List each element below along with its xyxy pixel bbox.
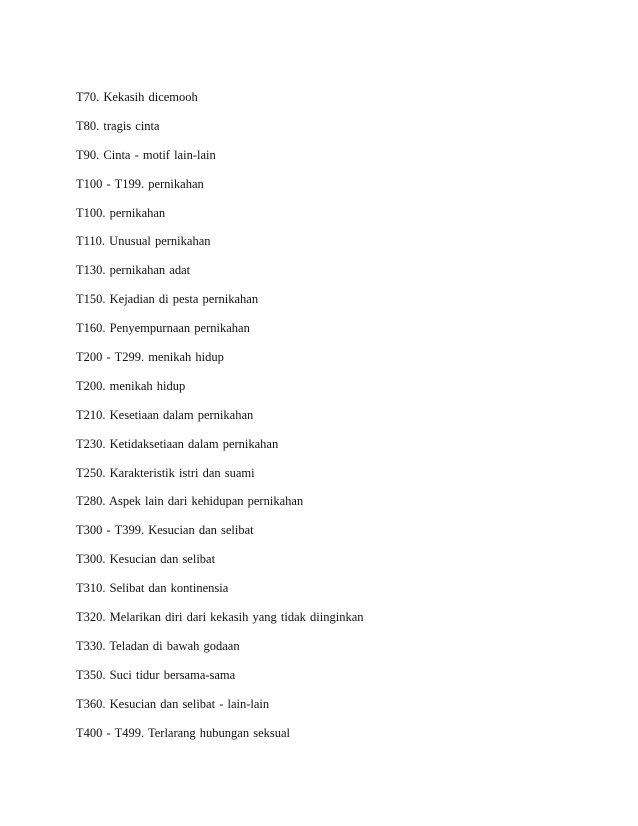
list-item: T300. Kesucian dan selibat (76, 552, 216, 567)
list-item: T80. tragis cinta (76, 118, 160, 133)
list-item: T70. Kekasih dicemooh (76, 90, 198, 104)
list-item: T200. menikah hidup (76, 378, 186, 393)
list-item: T400 - T499. Terlarang hubungan seksual (76, 725, 291, 740)
list-item: T310. Selibat dan kontinensia (76, 581, 229, 596)
list-item: T130. pernikahan adat (76, 263, 191, 278)
list-item: T280. Aspek lain dari kehidupan pernikahan (76, 494, 304, 509)
motif-index-list (76, 88, 364, 752)
list-item: T320. Melarikan diri dari kekasih yang tidak diinginkan (76, 610, 364, 625)
list-item: T300 - T399. Kesucian dan selibat (76, 523, 254, 538)
list-item: T100. pernikahan (76, 205, 166, 220)
list-item: T200 - T299. menikah hidup (76, 350, 224, 365)
list-item: T360. Kesucian dan selibat - lain-lain (76, 696, 270, 711)
list-item: T100 - T199. pernikahan (76, 176, 204, 191)
list-item: T250. Karakteristik istri dan suami (76, 465, 255, 480)
list-item: T110. Unusual pernikahan (76, 234, 211, 249)
list-item: T90. Cinta - motif lain-lain (76, 147, 216, 162)
list-item: T210. Kesetiaan dalam pernikahan (76, 407, 254, 422)
list-item: T330. Teladan di bawah godaan (76, 638, 240, 653)
list-item: T160. Penyempurnaan pernikahan (76, 321, 250, 336)
list-item: T350. Suci tidur bersama-sama (76, 667, 236, 682)
list-item: T150. Kejadian di pesta pernikahan (76, 292, 259, 307)
list-item: T230. Ketidaksetiaan dalam pernikahan (76, 436, 279, 451)
